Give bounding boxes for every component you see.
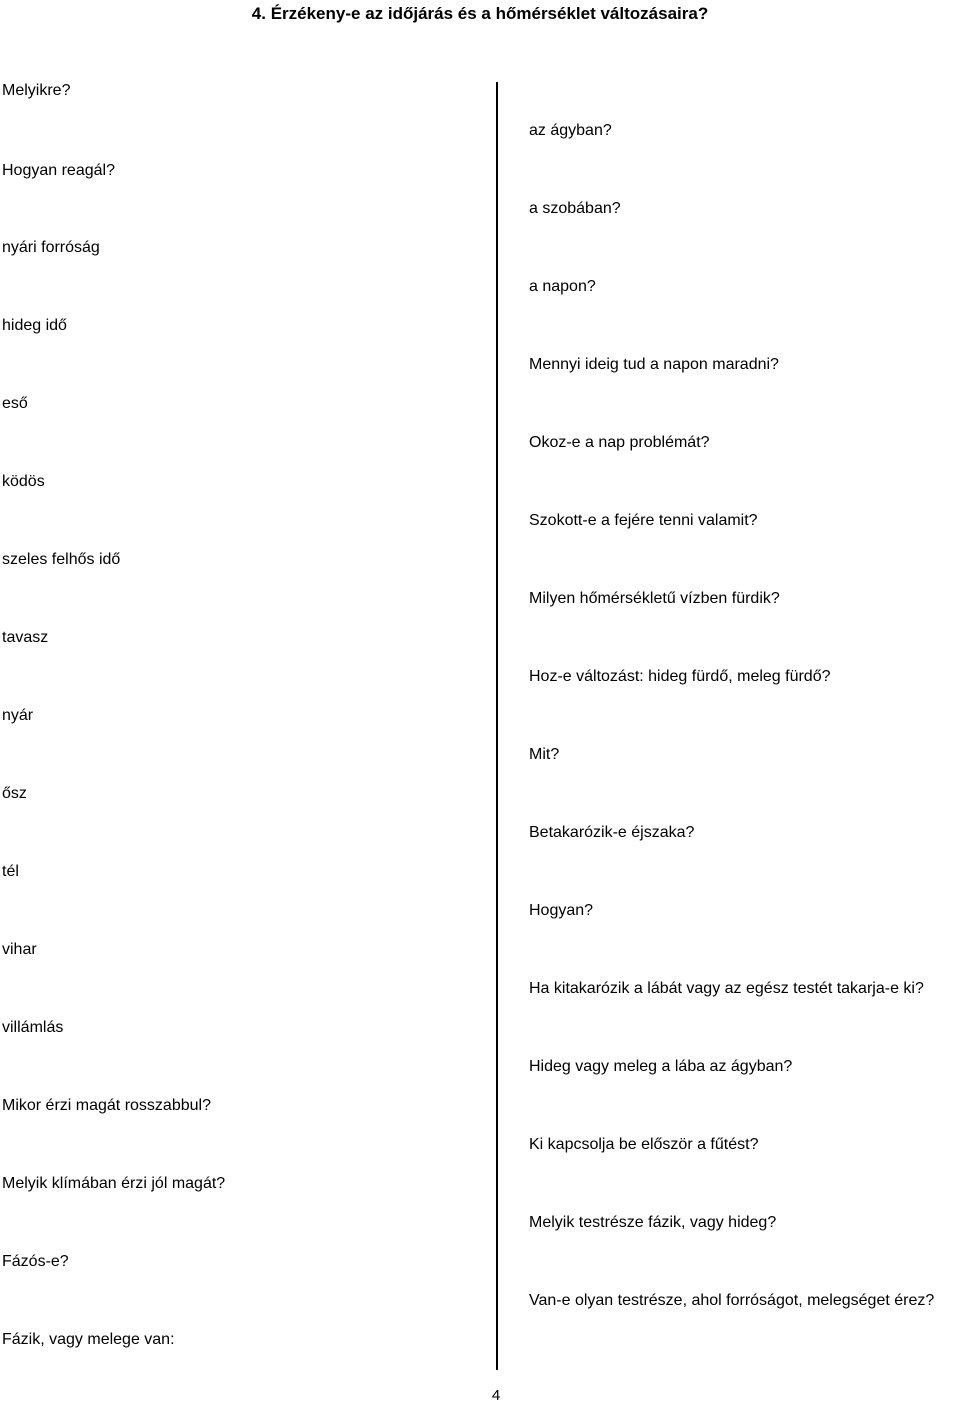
list-item: Okoz-e a nap problémát? [529, 434, 710, 451]
list-item: Ha kitakarózik a lábát vagy az egész testét takarja-e ki? [529, 980, 924, 997]
list-item: nyári forróság [2, 239, 100, 256]
list-item: a szobában? [529, 200, 621, 217]
list-item: ködös [2, 473, 45, 490]
list-item: Melyik testrésze fázik, vagy hideg? [529, 1214, 777, 1231]
list-item: Fázós-e? [2, 1253, 69, 1270]
list-item: Melyik klímában érzi jól magát? [2, 1175, 226, 1192]
list-item: nyár [2, 707, 34, 724]
list-item: Mit? [529, 746, 560, 763]
list-item: tél [2, 863, 19, 880]
list-item: vihar [2, 941, 37, 958]
question-title: 4. Érzékeny-e az időjárás és a hőmérséklet változásaira? [251, 4, 709, 23]
list-item: tavasz [2, 629, 49, 646]
list-item: villámlás [2, 1019, 64, 1036]
list-item: Hogyan? [529, 902, 594, 919]
list-item: Milyen hőmérsékletű vízben fürdik? [529, 590, 780, 607]
list-item: Ki kapcsolja be először a fűtést? [529, 1136, 759, 1153]
list-item: ősz [2, 785, 27, 802]
list-item: szeles felhős idő [2, 551, 121, 568]
page-number: 4 [491, 1387, 501, 1404]
list-item: Hideg vagy meleg a lába az ágyban? [529, 1058, 793, 1075]
list-item: Van-e olyan testrésze, ahol forróságot, melegséget érez? [529, 1292, 935, 1309]
column-divider [496, 82, 498, 1370]
list-item: Mennyi ideig tud a napon maradni? [529, 356, 779, 373]
list-item: Hoz-e változást: hideg fürdő, meleg fürdő? [529, 668, 831, 685]
list-item: Mikor érzi magát rosszabbul? [2, 1097, 211, 1114]
list-item: Szokott-e a fejére tenni valamit? [529, 512, 758, 529]
list-item: eső [2, 395, 28, 412]
list-item: Betakarózik-e éjszaka? [529, 824, 695, 841]
list-item: a napon? [529, 278, 596, 295]
list-item: Hogyan reagál? [2, 162, 115, 179]
list-item: hideg idő [2, 317, 67, 334]
list-item: az ágyban? [529, 122, 612, 139]
list-item: Melyikre? [2, 82, 71, 99]
list-item: Fázik, vagy melege van: [2, 1331, 175, 1348]
